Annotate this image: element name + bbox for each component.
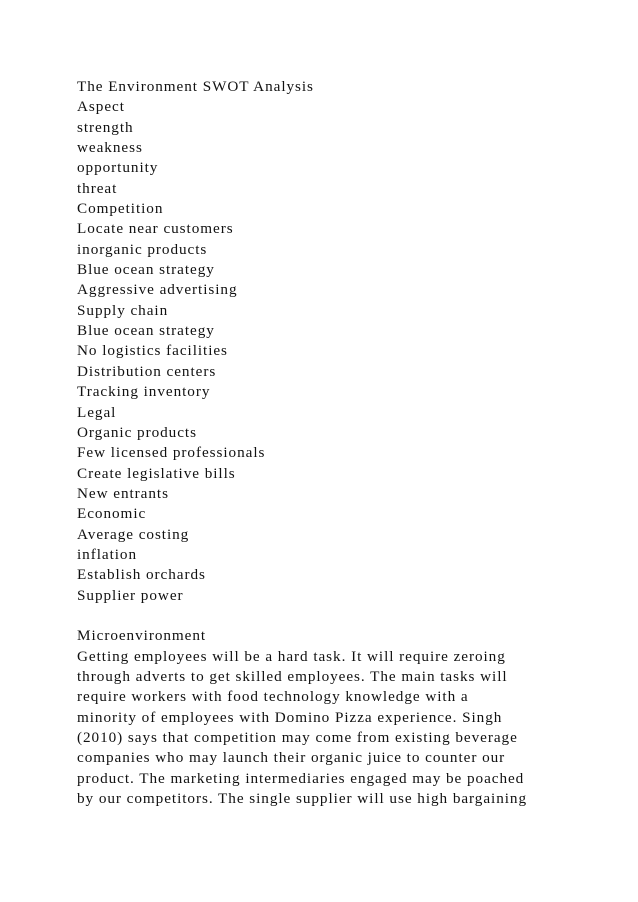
swot-line: Blue ocean strategy [77,261,215,279]
swot-line: Aggressive advertising [77,281,238,299]
paragraph-line: (2010) says that competition may come from existing beverage [77,729,518,746]
swot-title: The Environment SWOT Analysis [77,78,314,95]
paragraph-line: companies who may launch their organic juice to counter our [77,749,506,767]
swot-line: Establish orchards [77,566,206,584]
swot-line: Few licensed professionals [77,444,266,462]
document-text [77,77,577,809]
swot-line: New entrants [77,484,169,502]
swot-line: Tracking inventory [77,383,211,401]
paragraph-line: minority of employees with Domino Pizza experience. Singh [77,708,503,726]
swot-line: Competition [77,200,164,218]
swot-line: Organic products [77,423,197,441]
swot-line: inorganic products [77,240,208,258]
swot-line: Supply chain [77,301,169,319]
paragraph-line: by our competitors. The single supplier will use high bargaining [77,790,527,808]
paragraph-line: Getting employees will be a hard task. It will require zeroing [77,647,506,665]
swot-line: strength [77,118,134,136]
swot-line: Aspect [77,98,125,116]
swot-line: No logistics facilities [77,342,228,360]
section-heading: Microenvironment [77,627,207,645]
swot-line: Supplier power [77,586,184,604]
swot-line: Create legislative bills [77,464,236,482]
swot-line: weakness [77,139,143,157]
swot-line: Blue ocean strategy [77,322,215,340]
paragraph-gap [77,606,577,626]
paragraph-line: through adverts to get skilled employees. The main tasks will [77,667,508,685]
swot-line: Economic [77,505,147,523]
swot-line: Legal [77,403,117,421]
swot-line: Locate near customers [77,220,234,238]
paragraph-line: product. The marketing intermediaries engaged may be poached [77,769,525,787]
swot-line: opportunity [77,159,159,177]
swot-line: inflation [77,545,138,563]
swot-line: Average costing [77,525,190,543]
swot-line: Distribution centers [77,362,217,380]
paragraph-line: require workers with food technology knowledge with a [77,688,469,706]
swot-line: threat [77,179,118,197]
